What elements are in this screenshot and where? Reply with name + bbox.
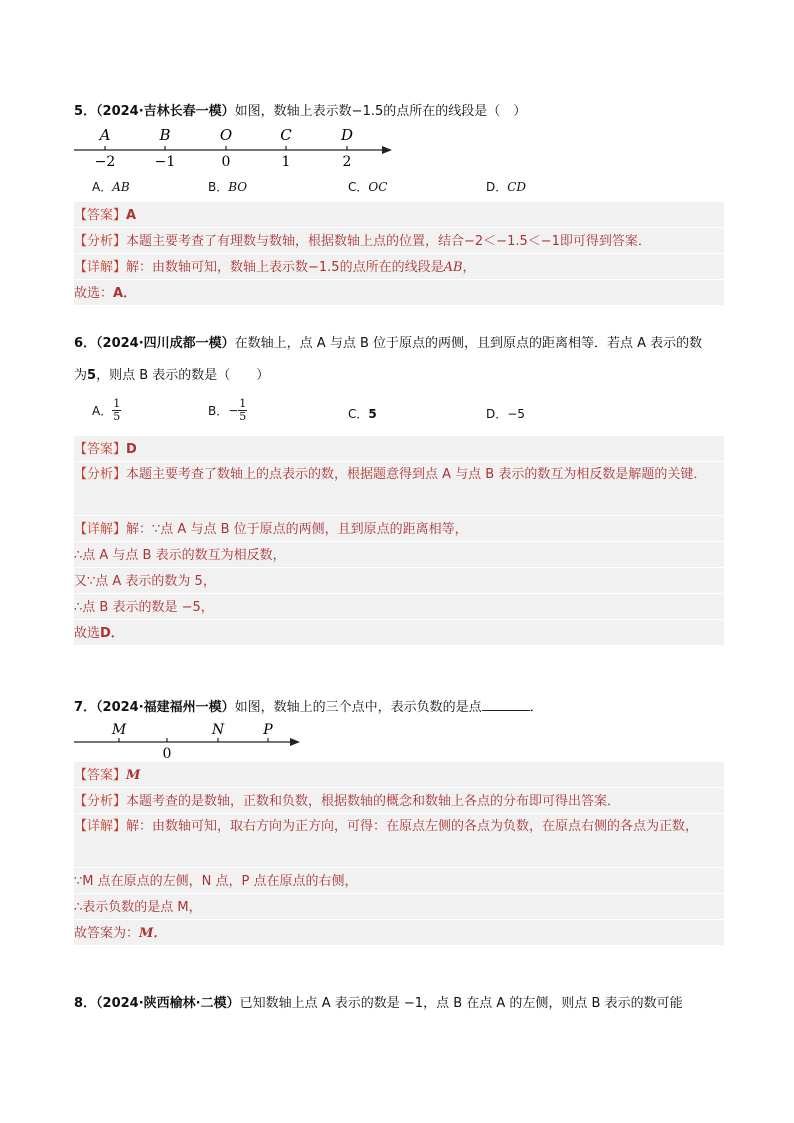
detail-row: 【详解】解：由数轴可知，取右方向为正方向，可得：在原点左侧的各点为负数，在原点右侧的各点为正数， [74,814,724,868]
option-c[interactable]: C．OC [348,180,388,194]
analysis-row: 【分析】本题主要考查了有理数与数轴，根据数轴上点的位置，结合−2＜−1.5＜−1即可得到答案． [74,228,724,254]
question-7-stem: 7．（2024·福建福州一模）如图，数轴上的三个点中，表示负数的是点 ． [74,700,543,715]
q5-options [92,178,572,194]
question-source: （2024·陕西榆林·二模） [96,996,240,1011]
option-b[interactable]: B．BO [208,180,248,194]
answer-row: 【答案】M [74,762,724,788]
answer-value: A [126,208,137,223]
question-number: 7． [74,700,97,715]
detail-line: 又∵点 A 表示的数为 5， [74,568,724,594]
tick-label: −1 [154,154,176,170]
question-text: 在数轴上，点 A 与点 B 位于原点的两侧，且到原点的距离相等．若点 A 表示的数 [234,336,703,351]
q7-solution [74,762,724,946]
number-line-q5 [70,126,400,170]
answer-row: 【答案】A [74,202,724,228]
analysis-row: 【分析】本题考查的是数轴，正数和负数，根据数轴的概念和数轴上各点的分布即可得出答案． [74,788,724,814]
tick-label: −2 [94,154,116,170]
question-source: （2024·福建福州一模） [96,700,235,715]
detail-row: 【详解】解：由数轴可知，数轴上表示数−1.5的点所在的线段是AB， [74,254,724,280]
detail-line: ∴点 B 表示的数是 −5， [74,594,724,620]
detail-line: ∴点 A 与点 B 表示的数互为相反数， [74,542,724,568]
q6-options [92,398,572,430]
choose-row: 故选D． [74,620,724,646]
number-line-q7 [70,718,310,762]
question-text: 如图，数轴上的三个点中，表示负数的是点 [234,700,482,715]
point-label: C [280,126,292,144]
question-number: 5． [74,104,97,119]
question-6-stem [74,336,724,352]
point-label: B [159,126,171,144]
point-label: N [211,722,225,738]
detail-line: ∴表示负数的是点 M， [74,894,724,920]
answer-row: 【答案】D [74,436,724,462]
tick-label: 0 [221,154,231,170]
option-c[interactable]: C．5 [348,407,377,421]
detail-row: 【详解】解：∵点 A 与点 B 位于原点的两侧，且到原点的距离相等， [74,516,724,542]
question-8-stem [74,996,724,1012]
question-5-stem [74,104,724,120]
tick-label: 1 [281,154,291,170]
choose-row: 故选：A． [74,280,724,306]
point-label: M [111,722,127,738]
option-b[interactable]: B．− $\frac{1}{5}$ [208,397,247,423]
question-source: （2024·吉林长春一模） [96,104,235,119]
origin-label: 0 [162,746,172,762]
option-a[interactable]: A．AB [92,180,130,194]
point-label: P [263,722,273,738]
question-text: 已知数轴上点 A 表示的数是 −1，点 B 在点 A 的左侧，则点 B 表示的数可能 [239,996,683,1011]
question-number: 8． [74,996,97,1011]
analysis-row: 【分析】本题主要考查了数轴上的点表示的数，根据题意得到点 A 与点 B 表示的数互为相反数是解题的关键． [74,462,724,516]
point-label: D [340,126,354,144]
point-label: O [219,126,233,144]
question-6-stem-line2: 为5，则点 B 表示的数是（ ） [74,368,270,383]
point-label: A [99,126,111,144]
option-d[interactable]: D．−5 [486,407,525,421]
option-a[interactable]: A． $\frac{1}{5}$ [92,397,121,423]
answer-blank[interactable] [482,698,530,711]
tick-label: 2 [342,154,352,170]
choose-row: 故答案为：M． [74,920,724,946]
question-source: （2024·四川成都一模） [96,336,235,351]
option-d[interactable]: D．CD [486,180,527,194]
question-text: 如图，数轴上表示数−1.5的点所在的线段是（ ） [234,104,527,119]
q6-solution [74,436,724,646]
question-number: 6． [74,336,97,351]
q5-solution [74,202,724,306]
detail-line: ∵M 点在原点的左侧，N 点，P 点在原点的右侧， [74,868,724,894]
